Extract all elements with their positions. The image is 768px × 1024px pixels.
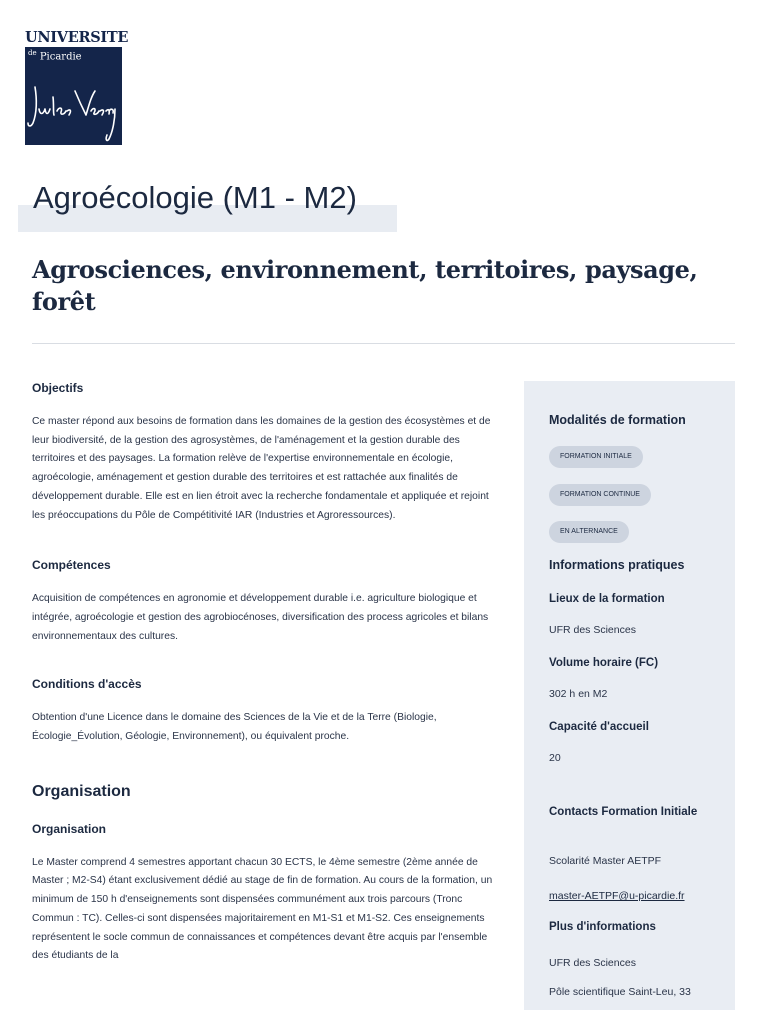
- logo-wordmark: UNIVERSITE: [25, 29, 129, 46]
- section-objectifs-text: Ce master répond aux besoins de formation dans les domaines de la gestion des écosystèmes et de leur biodiversité, de la gestion des agrosystèmes, de l'aménagement et la gestion durable des territoires et des paysages. La formation relève de l'expertise environnementale en écologie, agroécologie, aménagement et gestion durable des territoires et est rattachée aux finalités de développement durable. Elle est en lien étroit avec la recherche fondamentale et appliquée et rejoint les préoccupations du Pôle de Compétitivité IAR (Industries et Agroressources).: [32, 416, 491, 521]
- plus-infos-line1: UFR des Sciences: [549, 957, 636, 969]
- lieux-value: UFR des Sciences: [549, 624, 636, 636]
- section-objectifs-heading: Objectifs: [32, 381, 84, 395]
- info-sidebar: [524, 381, 735, 1010]
- page-title: Agroécologie (M1 - M2): [33, 180, 357, 215]
- contact-name: Scolarité Master AETPF: [549, 855, 662, 867]
- contact-email-link[interactable]: master-AETPF@u-picardie.fr: [549, 890, 685, 902]
- section-conditions-text: Obtention d'une Licence dans le domaine des Sciences de la Vie et de la Terre (Biologie, Écologie_Évolution, Géologie, Environnement), ou équivalent proche.: [32, 712, 437, 743]
- section-organisation-text: Le Master comprend 4 semestres apportant chacun 30 ECTS, le 4ème semestre (2ème année de Master ; M2-S4) étant exclusivement dédié au stage de fin de formation. Au cours de la formation, un minimum de 150 h d'enseignements sont dispensées communément aux trois parcours (Tronc Commun : TC). Celles-ci sont dispensées majoritairement en M1-S1 et M1-S2. Ces enseignements représentent le socle commun de connaissances et compétences devant être acquis par l'ensemble des étudiants de la: [32, 856, 493, 962]
- plus-infos-line2: Pôle scientifique Saint-Leu, 33: [549, 986, 691, 998]
- university-logo[interactable]: [25, 29, 129, 145]
- logo-subtitle-name: Picardie: [39, 51, 82, 63]
- section-organisation-heading: Organisation: [32, 821, 107, 836]
- lieux-heading: Lieux de la formation: [549, 593, 665, 605]
- volume-heading: Volume horaire (FC): [549, 657, 659, 669]
- contacts-heading: Contacts Formation Initiale: [549, 806, 698, 818]
- tag-alternance[interactable]: EN ALTERNANCE: [549, 521, 629, 543]
- logo-subtitle-prefix: de: [28, 49, 37, 57]
- plus-infos-heading: Plus d'informations: [549, 921, 656, 933]
- volume-value: 302 h en M2: [549, 688, 608, 700]
- capacite-heading: Capacité d'accueil: [549, 721, 649, 733]
- page-title-block: [18, 180, 398, 232]
- divider: [32, 343, 735, 344]
- main-content: [32, 380, 502, 966]
- tag-formation-initiale[interactable]: FORMATION INITIALE: [549, 446, 643, 468]
- modalites-heading: Modalités de formation: [549, 413, 686, 427]
- section-conditions-heading: Conditions d'accès: [32, 677, 142, 692]
- section-organisation-title: Organisation: [32, 782, 131, 800]
- section-competences-text: Acquisition de compétences en agronomie et développement durable i.e. agriculture biologique et intégrée, agroécologie et gestion des agrobiocénoses, diversification des process agricoles et bilans environnementaux des cultures.: [32, 593, 489, 642]
- logo-subtitle: [28, 49, 82, 62]
- page-subtitle: Agrosciences, environnement, territoires, paysage, forêt: [32, 255, 698, 316]
- capacite-value: 20: [549, 752, 561, 764]
- section-competences-heading: Compétences: [32, 558, 111, 573]
- signature-icon: [25, 69, 122, 145]
- logo-box: [25, 47, 122, 145]
- infos-pratiques-heading: Informations pratiques: [549, 558, 685, 572]
- tag-formation-continue[interactable]: FORMATION CONTINUE: [549, 484, 651, 506]
